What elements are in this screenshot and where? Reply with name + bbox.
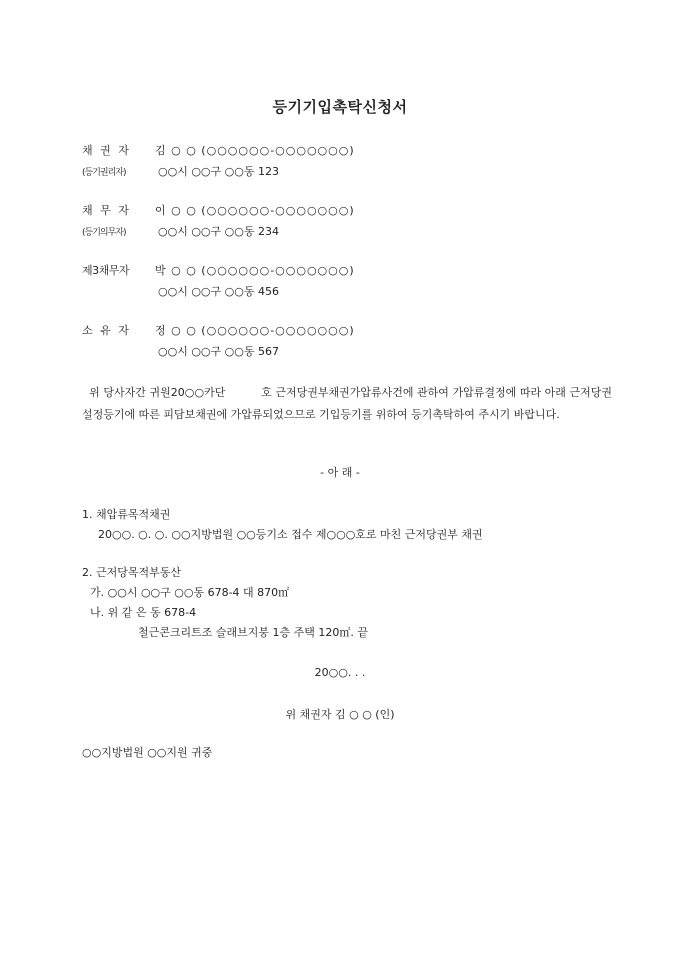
party-third-debtor	[82, 262, 642, 304]
party-sub-role: (등기의무자)	[82, 228, 126, 238]
party-role: 소 유 자	[82, 324, 131, 337]
party-address: ○○시 ○○구 ○○동 456	[158, 285, 279, 298]
notice-heading: - 아 래 -	[320, 466, 360, 479]
request-body: 위 당사자간 귀원20○○카단 호 근저당권부채권가압류사건에 관하여 가압류결정에 따라 아래 근저당권설정등기에 따른 피담보채권에 가압류되었으므로 기입등기를 위하여 등기촉탁하여 주시기 바랍니다.	[82, 386, 612, 421]
item-2-line: 철근콘크리트조 슬래브지붕 1층 주택 120㎡. 끝	[138, 626, 368, 639]
party-role: 채 권 자	[82, 144, 131, 157]
addressee: ○○지방법원 ○○지원 귀중	[82, 746, 213, 759]
party-role: 제3채무자	[82, 264, 130, 277]
party-name: 이 ○ ○ (○○○○○○-○○○○○○○)	[155, 204, 355, 217]
item-1	[82, 506, 483, 546]
party-role: 채 무 자	[82, 204, 131, 217]
party-address: ○○시 ○○구 ○○동 123	[158, 165, 279, 178]
signature-line: 위 채권자 김 ○ ○ (인)	[285, 708, 395, 721]
item-2-line: 나. 위 같 은 동 678-4	[90, 606, 197, 619]
party-sub-role: (등기권리자)	[82, 168, 126, 178]
item-2-heading: 2. 근저당목적부동산	[82, 566, 181, 579]
item-1-line: 20○○. ○. ○. ○○지방법원 ○○등기소 접수 제○○○호로 마친 근저당권부 채권	[98, 528, 483, 541]
page-title: 등기기입촉탁신청서	[272, 98, 408, 116]
item-1-heading: 1. 채압류목적채권	[82, 508, 171, 521]
date-line: 20○○. . .	[314, 666, 366, 679]
item-2-line: 가. ○○시 ○○구 ○○동 678-4 대 870㎡	[90, 586, 290, 599]
party-address: ○○시 ○○구 ○○동 567	[158, 345, 279, 358]
party-name: 김 ○ ○ (○○○○○○-○○○○○○○)	[155, 144, 355, 157]
party-creditor	[82, 142, 642, 184]
item-2	[82, 564, 368, 644]
party-address: ○○시 ○○구 ○○동 234	[158, 225, 279, 238]
party-owner	[82, 322, 642, 364]
party-debtor	[82, 202, 642, 244]
party-name: 박 ○ ○ (○○○○○○-○○○○○○○)	[155, 264, 355, 277]
party-name: 정 ○ ○ (○○○○○○-○○○○○○○)	[155, 324, 355, 337]
